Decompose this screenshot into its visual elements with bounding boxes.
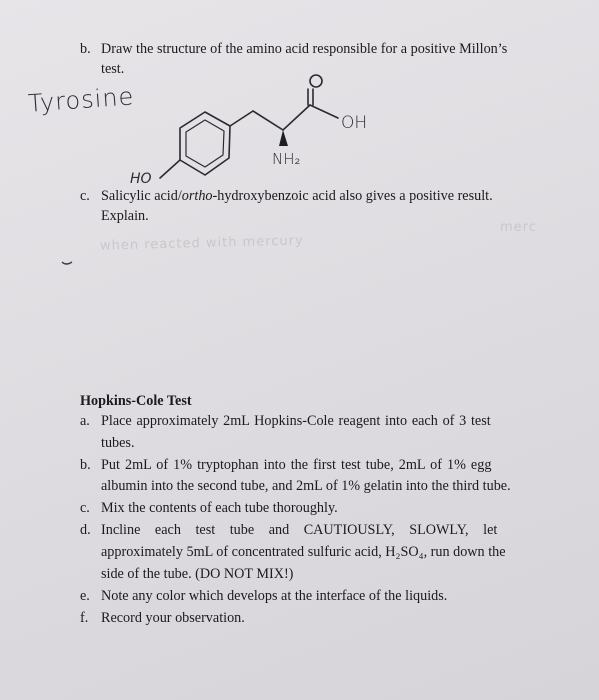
step-c-marker: c. xyxy=(80,500,90,516)
handwritten-answer-tyrosine: Tyrosine xyxy=(27,82,136,118)
step-a-text-cont: tubes. xyxy=(101,435,135,451)
part-c-text-italic: ortho xyxy=(181,188,213,204)
part-c-question-cont: Explain. xyxy=(101,208,149,224)
step-a-marker: a. xyxy=(80,413,90,429)
step-d-text: Incline each test tube and CAUTIOUSLY, SLOWLY, let xyxy=(101,522,498,538)
part-b-marker: b. xyxy=(80,41,91,57)
handwritten-hydroxyl: OH xyxy=(341,113,368,133)
handwritten-amine: NH₂ xyxy=(272,150,301,168)
part-b-question-cont: test. xyxy=(101,61,125,77)
hopkins-cole-title: Hopkins-Cole Test xyxy=(80,393,192,409)
step-d-marker: d. xyxy=(80,522,91,538)
part-c-marker: c. xyxy=(80,188,90,204)
step-f-text: Record your observation. xyxy=(101,610,245,626)
step-b-text-cont: albumin into the second tube, and 2mL of 1% gelatin into the third tube. xyxy=(101,478,511,494)
step-e-marker: e. xyxy=(80,588,90,604)
step-d-text-cont: approximately 5mL of concentrated sulfuric acid, H₂SO₄, run down the xyxy=(101,544,506,560)
part-c-text-prefix: Salicylic acid/ xyxy=(101,188,182,204)
part-c-text-suffix: -hydroxybenzoic acid also gives a positive result. xyxy=(212,188,493,204)
step-a-text: Place approximately 2mL Hopkins-Cole reagent into each of 3 test xyxy=(101,413,491,429)
part-b-question: Draw the structure of the amino acid responsible for a positive Millon’s xyxy=(101,41,508,57)
faint-erased-answer-end: merc xyxy=(500,220,537,235)
step-f-marker: f. xyxy=(80,610,89,626)
step-d-text-cont2: side of the tube. (DO NOT MIX!) xyxy=(101,566,294,582)
handwritten-phenol: HO xyxy=(130,171,152,187)
step-e-text: Note any color which develops at the interface of the liquids. xyxy=(101,588,448,604)
step-b-text: Put 2mL of 1% tryptophan into the first test tube, 2mL of 1% egg xyxy=(101,457,492,473)
step-b-marker: b. xyxy=(80,457,91,473)
step-c-text: Mix the contents of each tube thoroughly. xyxy=(101,500,338,516)
faint-erased-answer: when reacted with mercury xyxy=(99,233,304,254)
